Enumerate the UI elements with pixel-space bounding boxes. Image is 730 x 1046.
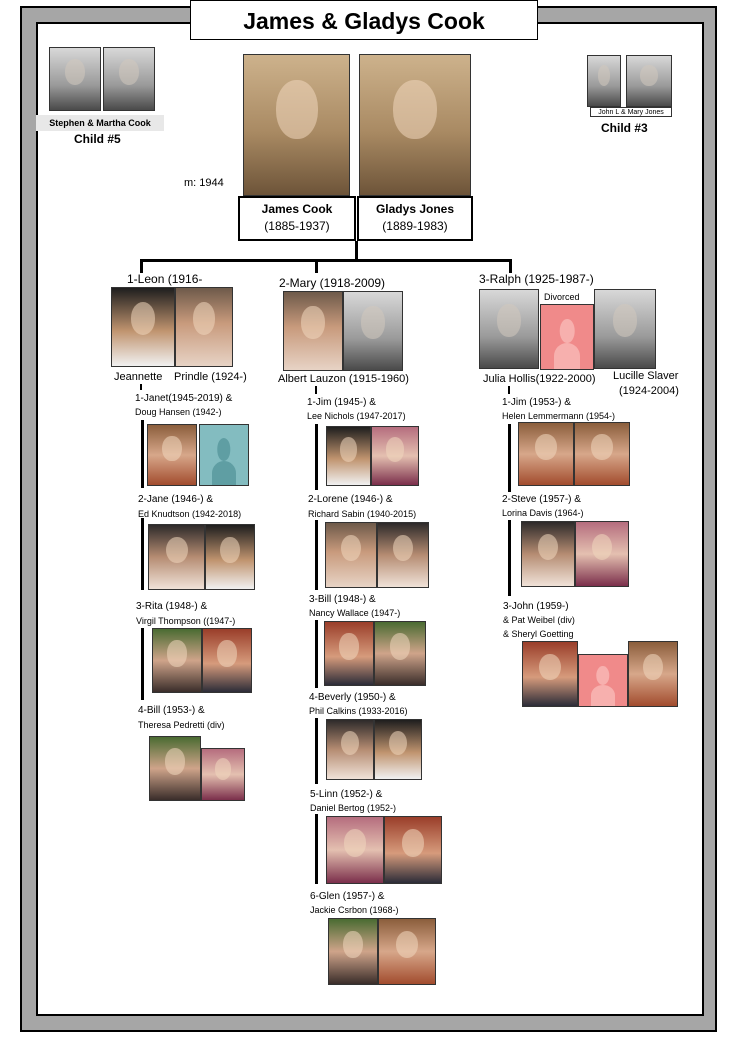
mary-child-4-line2: Phil Calkins (1933-2016) — [309, 706, 408, 716]
top-right-child-label: Child #3 — [601, 121, 648, 135]
leon-spouse-last: Prindle (1924-) — [174, 371, 247, 383]
mary-child-2-line2: Richard Sabin (1940-2015) — [308, 509, 417, 519]
photo-leon — [111, 287, 175, 367]
ralph-child-2-line2: Lorina Davis (1964-) — [502, 508, 584, 518]
photo-jim-ralph — [518, 422, 574, 486]
ralph-spouse2-name: Lucille Slaver — [613, 370, 679, 382]
photo-lorina — [575, 521, 629, 587]
ralph-line-top — [508, 386, 510, 394]
photo-richard — [377, 522, 429, 588]
james-years: (1885-1937) — [264, 219, 330, 233]
photo-lorene — [325, 522, 377, 588]
ralph-child-1-line2: Helen Lemmermann (1954-) — [502, 411, 616, 421]
photo-nancy — [374, 621, 426, 686]
mary-child-5-line2: Daniel Bertog (1952-) — [310, 803, 397, 813]
leon-child-4-line1: 4-Bill (1953-) & — [138, 705, 205, 716]
mary-child-line-4 — [315, 718, 318, 784]
photo-ed — [205, 524, 255, 590]
leon-child-1-line2: Doug Hansen (1942-) — [135, 407, 222, 417]
photo-james-cook — [243, 54, 350, 196]
ralph-child-line-2 — [508, 520, 511, 596]
mary-child-line-2 — [315, 520, 318, 590]
photo-glen — [328, 918, 378, 985]
ralph-child-3-line3: & Sheryl Goetting — [503, 629, 574, 639]
ralph-child-1-line1: 1-Jim (1953-) & — [502, 397, 571, 408]
leon-child-2-line2: Ed Knudtson (1942-2018) — [138, 509, 242, 519]
ralph-spouse2-years: (1924-2004) — [619, 385, 679, 397]
leon-header: 1-Leon (1916- — [127, 272, 203, 286]
mary-child-3-line2: Nancy Wallace (1947-) — [309, 608, 401, 618]
photo-placeholder-doug — [199, 424, 249, 486]
mary-child-3-line1: 3-Bill (1948-) & — [309, 594, 376, 605]
mary-child-1-line1: 1-Jim (1945-) & — [307, 397, 376, 408]
photo-rita — [152, 628, 202, 693]
photo-bill-mary — [324, 621, 374, 686]
leon-child-2-line1: 2-Jane (1946-) & — [138, 494, 214, 505]
photo-bill-leon — [149, 736, 201, 801]
photo-placeholder-pat — [578, 654, 628, 707]
gladys-name: Gladys Jones — [375, 202, 455, 216]
photo-mary — [283, 291, 343, 371]
photo-steve — [521, 521, 575, 587]
photo-janet — [147, 424, 197, 486]
leon-spouse-first: Jeannette — [114, 371, 163, 383]
photo-beverly — [326, 719, 374, 780]
ralph-child-2-line1: 2-Steve (1957-) & — [502, 494, 581, 505]
gladys-namebox — [357, 196, 473, 241]
top-left-caption: Stephen & Martha Cook — [36, 115, 164, 131]
gladys-years: (1889-1983) — [382, 219, 448, 233]
photo-john-jones — [587, 55, 621, 107]
mary-line-top — [315, 386, 317, 394]
photo-helen — [574, 422, 630, 486]
divorced-label: Divorced — [544, 292, 580, 302]
photo-placeholder-julia — [540, 304, 594, 370]
photo-john — [522, 641, 578, 707]
ralph-spouse1: Julia Hollis(1922-2000) — [483, 373, 596, 385]
photo-gladys-jones — [359, 54, 471, 196]
photo-jim-mary — [326, 426, 371, 486]
mary-child-line-1 — [315, 424, 318, 490]
mary-header: 2-Mary (1918-2009) — [279, 276, 386, 290]
photo-albert — [343, 291, 403, 371]
leon-child-line-2 — [141, 518, 144, 590]
mary-child-5-line1: 5-Linn (1952-) & — [310, 789, 383, 800]
leon-child-4-line2: Theresa Pedretti (div) — [138, 720, 225, 730]
ralph-child-3-line2: & Pat Weibel (div) — [503, 615, 575, 625]
photo-mary-jones — [626, 55, 672, 107]
connector-horizontal — [140, 259, 512, 262]
photo-phil — [374, 719, 422, 780]
mary-child-6-line1: 6-Glen (1957-) & — [310, 891, 385, 902]
leon-child-line-1 — [141, 420, 144, 488]
mary-child-4-line1: 4-Beverly (1950-) & — [309, 692, 396, 703]
connector-main-down — [355, 241, 358, 261]
photo-lee — [371, 426, 419, 486]
marriage-label: m: 1944 — [184, 177, 224, 189]
top-left-child-label: Child #5 — [74, 132, 121, 146]
connector-ralph — [509, 259, 512, 273]
leon-child-line-3 — [141, 628, 144, 700]
ralph-child-line-1 — [508, 424, 511, 492]
photo-linn — [326, 816, 384, 884]
leon-child-1-line1: 1-Janet(1945-2019) & — [135, 393, 233, 404]
photo-ralph — [479, 289, 539, 369]
photo-jane — [148, 524, 205, 590]
ralph-child-3-line1: 3-John (1959-) — [503, 601, 569, 612]
leon-line-top — [140, 384, 142, 390]
connector-leon — [140, 259, 143, 273]
photo-virgil — [202, 628, 252, 693]
ralph-header: 3-Ralph (1925-1987-) — [479, 272, 594, 286]
photo-daniel — [384, 816, 442, 884]
photo-jeannette — [175, 287, 233, 367]
photo-jackie — [378, 918, 436, 985]
page-title: James & Gladys Cook — [190, 0, 538, 40]
photo-theresa — [201, 748, 245, 801]
mary-child-2-line1: 2-Lorene (1946-) & — [308, 494, 393, 505]
photo-lucille — [594, 289, 656, 369]
james-name: James Cook — [261, 202, 333, 216]
photo-stephen-cook — [49, 47, 101, 111]
leon-child-3-line1: 3-Rita (1948-) & — [136, 601, 208, 612]
mary-child-line-3 — [315, 620, 318, 688]
photo-martha-cook — [103, 47, 155, 111]
mary-child-line-5 — [315, 814, 318, 884]
connector-mary — [315, 259, 318, 273]
mary-spouse: Albert Lauzon (1915-1960) — [278, 373, 409, 385]
top-right-caption: John L & Mary Jones — [590, 107, 672, 117]
mary-child-6-line2: Jackie Csrbon (1968-) — [310, 905, 399, 915]
james-namebox — [238, 196, 356, 241]
mary-child-1-line2: Lee Nichols (1947-2017) — [307, 411, 406, 421]
leon-child-3-line2: Virgil Thompson ((1947-) — [136, 616, 236, 626]
photo-sheryl — [628, 641, 678, 707]
